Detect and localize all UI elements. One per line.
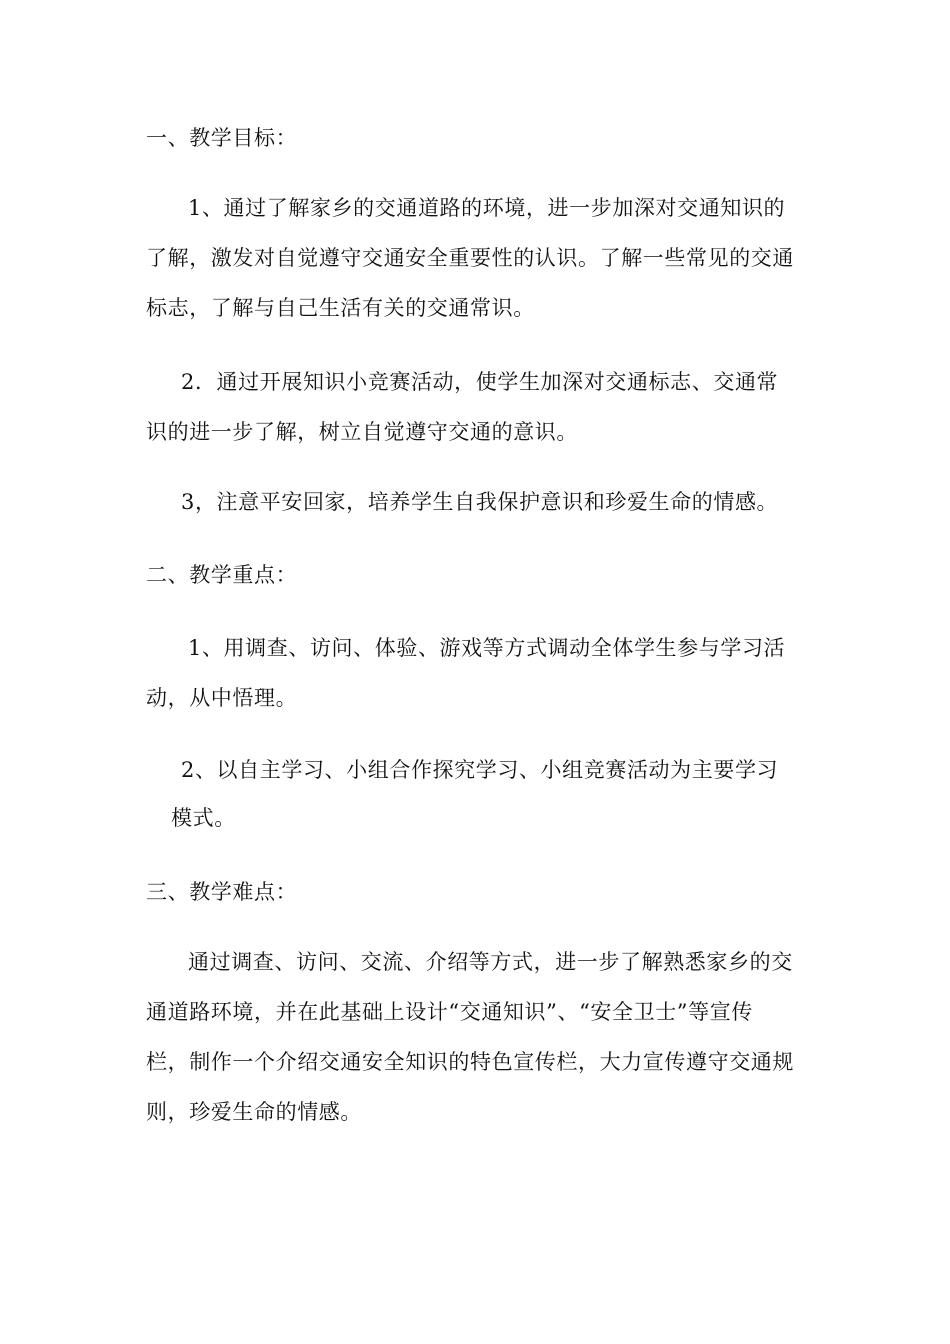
objective-1-line-2: 了解，激发对自觉遵守交通安全重要性的认识。了解一些常见的交通 <box>146 246 794 270</box>
objective-1-line-1: 1、通过了解家乡的交通道路的环境，进一步加深对交通知识的 <box>188 196 786 220</box>
objective-2-line-2: 识的进一步了解，树立自觉遵守交通的意识。 <box>146 420 578 444</box>
difficulty-line-3: 栏，制作一个介绍交通安全知识的特色宣传栏，大力宣传遵守交通规 <box>146 1050 794 1074</box>
difficulty-line-4: 则，珍爱生命的情感。 <box>146 1100 362 1124</box>
key-point-1-line-1: 1、用调查、访问、体验、游戏等方式调动全体学生参与学习活 <box>188 636 786 660</box>
difficulty-line-2: 通道路环境，并在此基础上设计“交通知识”、“安全卫士”等宣传 <box>146 1000 753 1024</box>
key-point-2-line-1: 2、以自主学习、小组合作探究学习、小组竞赛活动为主要学习 <box>181 758 779 782</box>
section-heading-key-points: 二、教学重点： <box>146 563 298 587</box>
section-heading-difficulties: 三、教学难点： <box>146 880 298 904</box>
section-heading-objectives: 一、教学目标： <box>146 126 298 150</box>
difficulty-line-1: 通过调查、访问、交流、介绍等方式，进一步了解熟悉家乡的交 <box>188 950 793 974</box>
objective-3-line-1: 3，注意平安回家，培养学生自我保护意识和珍爱生命的情感。 <box>181 490 779 514</box>
key-point-1-line-2: 动，从中悟理。 <box>146 686 298 710</box>
objective-1-line-3: 标志，了解与自己生活有关的交通常识。 <box>146 296 535 320</box>
objective-2-line-1: 2．通过开展知识小竞赛活动，使学生加深对交通标志、交通常 <box>181 370 779 394</box>
key-point-2-line-2: 模式。 <box>171 806 236 830</box>
